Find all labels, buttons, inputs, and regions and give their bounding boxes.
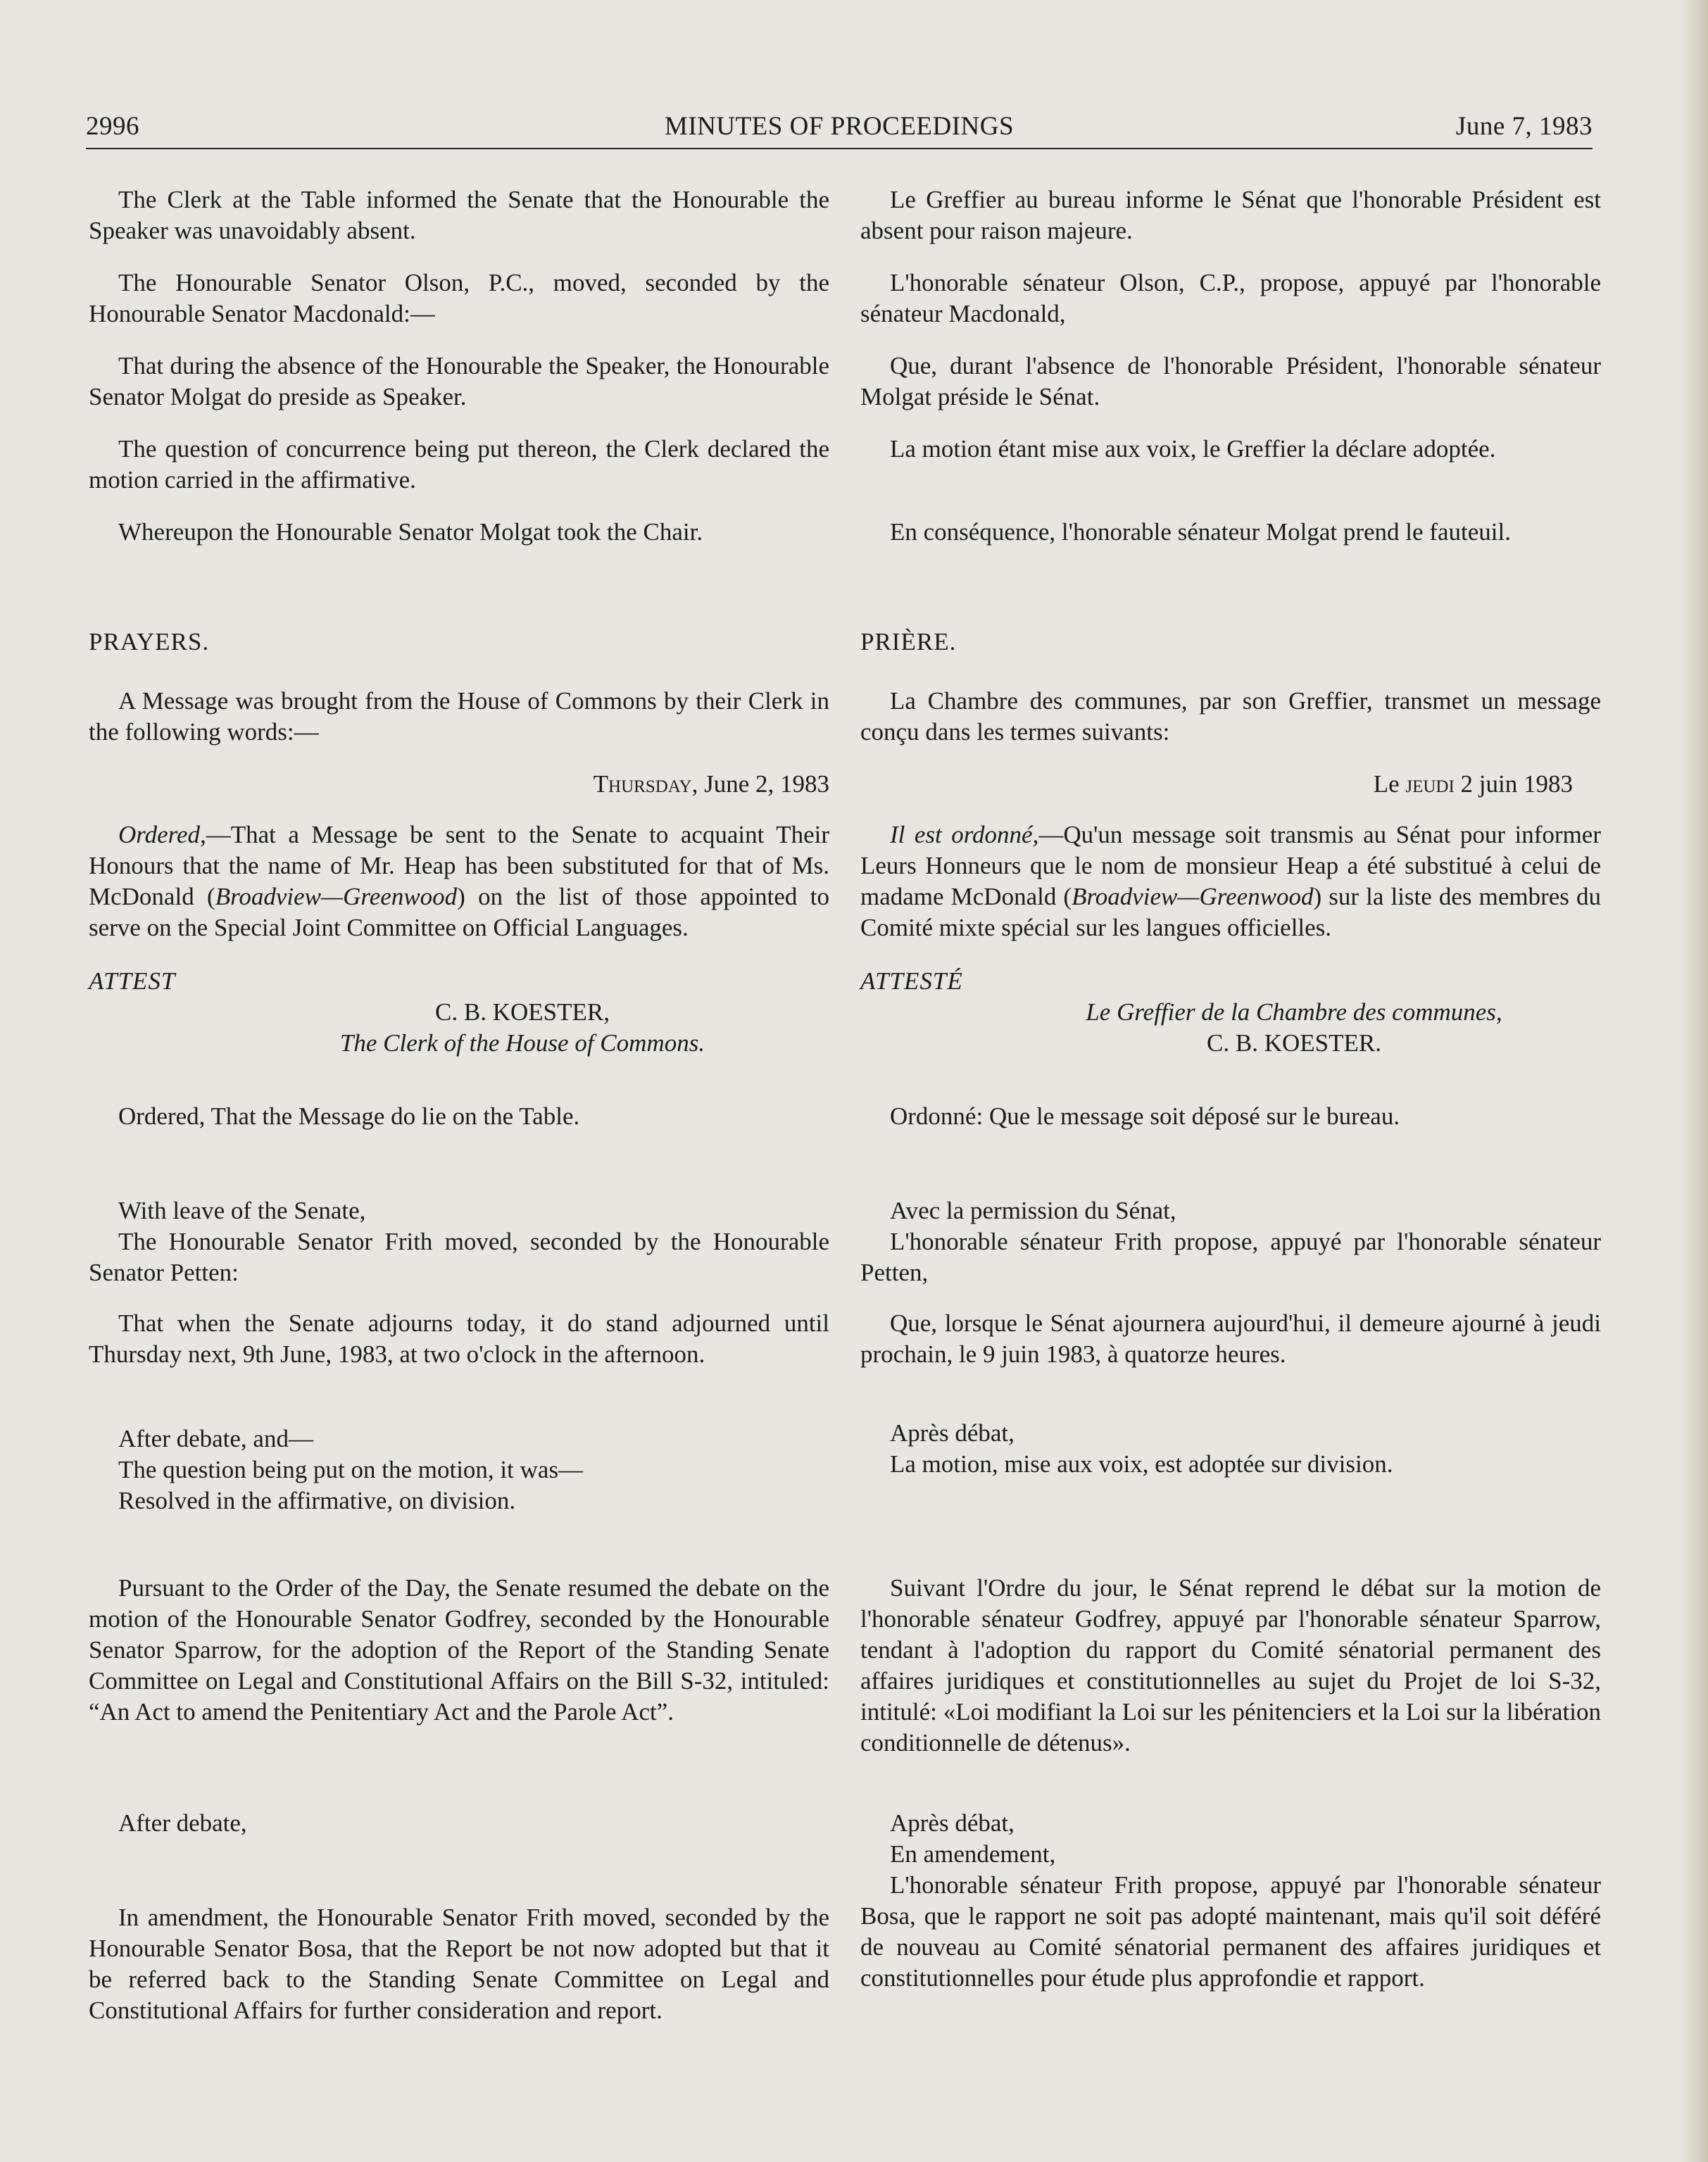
binding-shadow [1680,0,1708,2162]
ordered-text-2: ) on the list of those appointed to serve on the Special Joint Committee on Official Languages. [89,883,829,941]
ordered-label: Ordered, [118,821,206,848]
permission-du-senat: Avec la permission du Sénat, [890,1197,1176,1224]
paragraph-amendment: In amendment, the Honourable Senator Frith moved, seconded by the Honourable Senator Bosa, that the Report be not now adopted but that it be referred back to the Standing Senate Committee on Legal and Constitutional Affairs for further consideration and report. [89,1904,829,2024]
ordonne-label: Il est ordonné, [890,821,1039,848]
en-amendement: En amendement, [890,1840,1056,1868]
paragraph-fauteuil: En conséquence, l'honorable sénateur Molgat prend le fauteuil. [890,518,1511,546]
header-rule [86,148,1593,149]
message-date-fr [860,769,1601,800]
greffier-name: C. B. KOESTER. [1207,1029,1381,1057]
resolved-division: Resolved in the affirmative, on division. [118,1487,516,1514]
ordered-text-1: —That a Message be sent to the Senate to acquaint Their Honours that the name of Mr. Heap has been substituted for that of Ms. McDonald ( [89,821,829,910]
attest-label: ATTEST [89,967,176,995]
priere-heading: PRIÈRE. [860,628,957,655]
clerk-name: C. B. KOESTER, [435,998,610,1026]
message-date-text-fr: 2 juin 1983 [1454,770,1573,798]
apres-debat: Après débat, [890,1419,1015,1447]
paragraph-took-chair: Whereupon the Honourable Senator Molgat took the Chair. [118,518,703,546]
paragraph-olson-moved: The Honourable Senator Olson, P.C., moved, seconded by the Honourable Senator Macdonald:— [89,269,829,327]
message-day-fr: jeudi [1405,770,1455,798]
ordonne-text-2: ) sur la liste des membres du Comité mixte spécial sur les langues officielles. [860,883,1601,941]
paragraph-ordered [89,819,829,943]
ordonne-riding: Broadview—Greenwood [1072,883,1314,910]
after-debate: After debate, [118,1809,247,1837]
paragraph-olson-propose: L'honorable sénateur Olson, C.P., propose, appuyé par l'honorable sénateur Macdonald, [860,269,1601,327]
question-put: The question being put on the motion, it was— [118,1456,584,1483]
motion-adoptee-division: La motion, mise aux voix, est adoptée sur division. [890,1450,1393,1478]
message-date-text: , June 2, 1983 [691,770,829,798]
after-debate-and: After debate, and— [118,1425,313,1452]
ordonne-text-1: —Qu'un message soit transmis au Sénat pour informer Leurs Honneurs que le nom de monsieur Heap a été substitué à celui de madame McDonald ( [860,821,1601,910]
paragraph-speaker-absent: The Clerk at the Table informed the Senate that the Honourable the Speaker was unavoidably absent. [89,186,829,244]
paragraph-ordre-du-jour: Suivant l'Ordre du jour, le Sénat reprend le débat sur la motion de l'honorable sénateur Godfrey, appuyé par l'honorable sénateur Sparrow, tendant à l'adoption du rapport du Comité sénatorial permanent des affaires juridiques et constitutionnelles au sujet du Projet de loi S-32, intitulé: «Loi modifiant la Loi sur les pénitenciers et la Loi sur la libération conditionnelle de détenus». [860,1574,1601,1756]
paragraph-molgat-preside: That during the absence of the Honourable the Speaker, the Honourable Senator Molgat do preside as Speaker. [89,352,829,410]
paragraph-concurrence: The question of concurrence being put thereon, the Clerk declared the motion carried in the affirmative. [89,435,829,494]
paragraph-motion-adoptee: La motion étant mise aux voix, le Greffier la déclare adoptée. [890,435,1496,463]
page-title: MINUTES OF PROCEEDINGS [664,112,1015,141]
message-date [89,769,829,800]
paragraph-ordered-table: Ordered, That the Message do lie on the Table. [118,1102,580,1130]
running-header [86,111,1593,145]
paragraph-frith-moved: The Honourable Senator Frith moved, seconded by the Honourable Senator Petten: [89,1228,829,1286]
prayers-heading: PRAYERS. [89,628,210,655]
paragraph-order-of-day: Pursuant to the Order of the Day, the Senate resumed the debate on the motion of the Honourable Senator Godfrey, seconded by the Honourable Senator Sparrow, for the adoption of the Report of the Standing Senate Committee on Legal and Constitutional Affairs on the Bill S-32, intituled: “An Act to amend the Penitentiary Act and the Parole Act”. [89,1574,829,1726]
ordered-riding: Broadview—Greenwood [215,883,458,910]
page-date: June 7, 1983 [1455,112,1593,141]
paragraph-adjourn-motion: That when the Senate adjourns today, it do stand adjourned until Thursday next, 9th June, 1983, at two o'clock in the afternoon. [89,1309,829,1368]
leave-of-senate: With leave of the Senate, [118,1197,366,1224]
atteste-label: ATTESTÉ [860,967,963,995]
paragraph-molgat-preside-fr: Que, durant l'absence de l'honorable Président, l'honorable sénateur Molgat préside le Sénat. [860,352,1601,410]
paragraph-ordonne-bureau: Ordonné: Que le message soit déposé sur le bureau. [890,1102,1400,1130]
paragraph-president-absent: Le Greffier au bureau informe le Sénat que l'honorable Président est absent pour raison majeure. [860,186,1601,244]
message-le: Le [1373,770,1406,798]
paragraph-ajournement: Que, lorsque le Sénat ajournera aujourd'hui, il demeure ajourné à jeudi prochain, le 9 juin 1983, à quatorze heures. [860,1309,1601,1368]
paragraph-message-intro-fr: La Chambre des communes, par son Greffier, transmet un message conçu dans les termes suivants: [860,687,1601,746]
clerk-title: The Clerk of the House of Commons. [339,1029,705,1057]
paragraph-frith-propose: L'honorable sénateur Frith propose, appuyé par l'honorable sénateur Petten, [860,1228,1601,1286]
message-day: Thursday [593,770,692,798]
paragraph-il-est-ordonne [860,819,1601,943]
paragraph-message-intro: A Message was brought from the House of Commons by their Clerk in the following words:— [89,687,829,746]
apres-debat-2: Après débat, [890,1809,1015,1837]
paragraph-amendement-fr: L'honorable sénateur Frith propose, appuyé par l'honorable sénateur Bosa, que le rapport ne soit pas adopté maintenant, mais qu'il soit déféré de nouveau au Comité sénatorial permanent des affaires juridiques et constitutionnelles pour étude plus approfondie et rapport. [860,1871,1601,1992]
greffier-title: Le Greffier de la Chambre des communes, [1086,998,1502,1026]
page-number: 2996 [86,112,139,141]
